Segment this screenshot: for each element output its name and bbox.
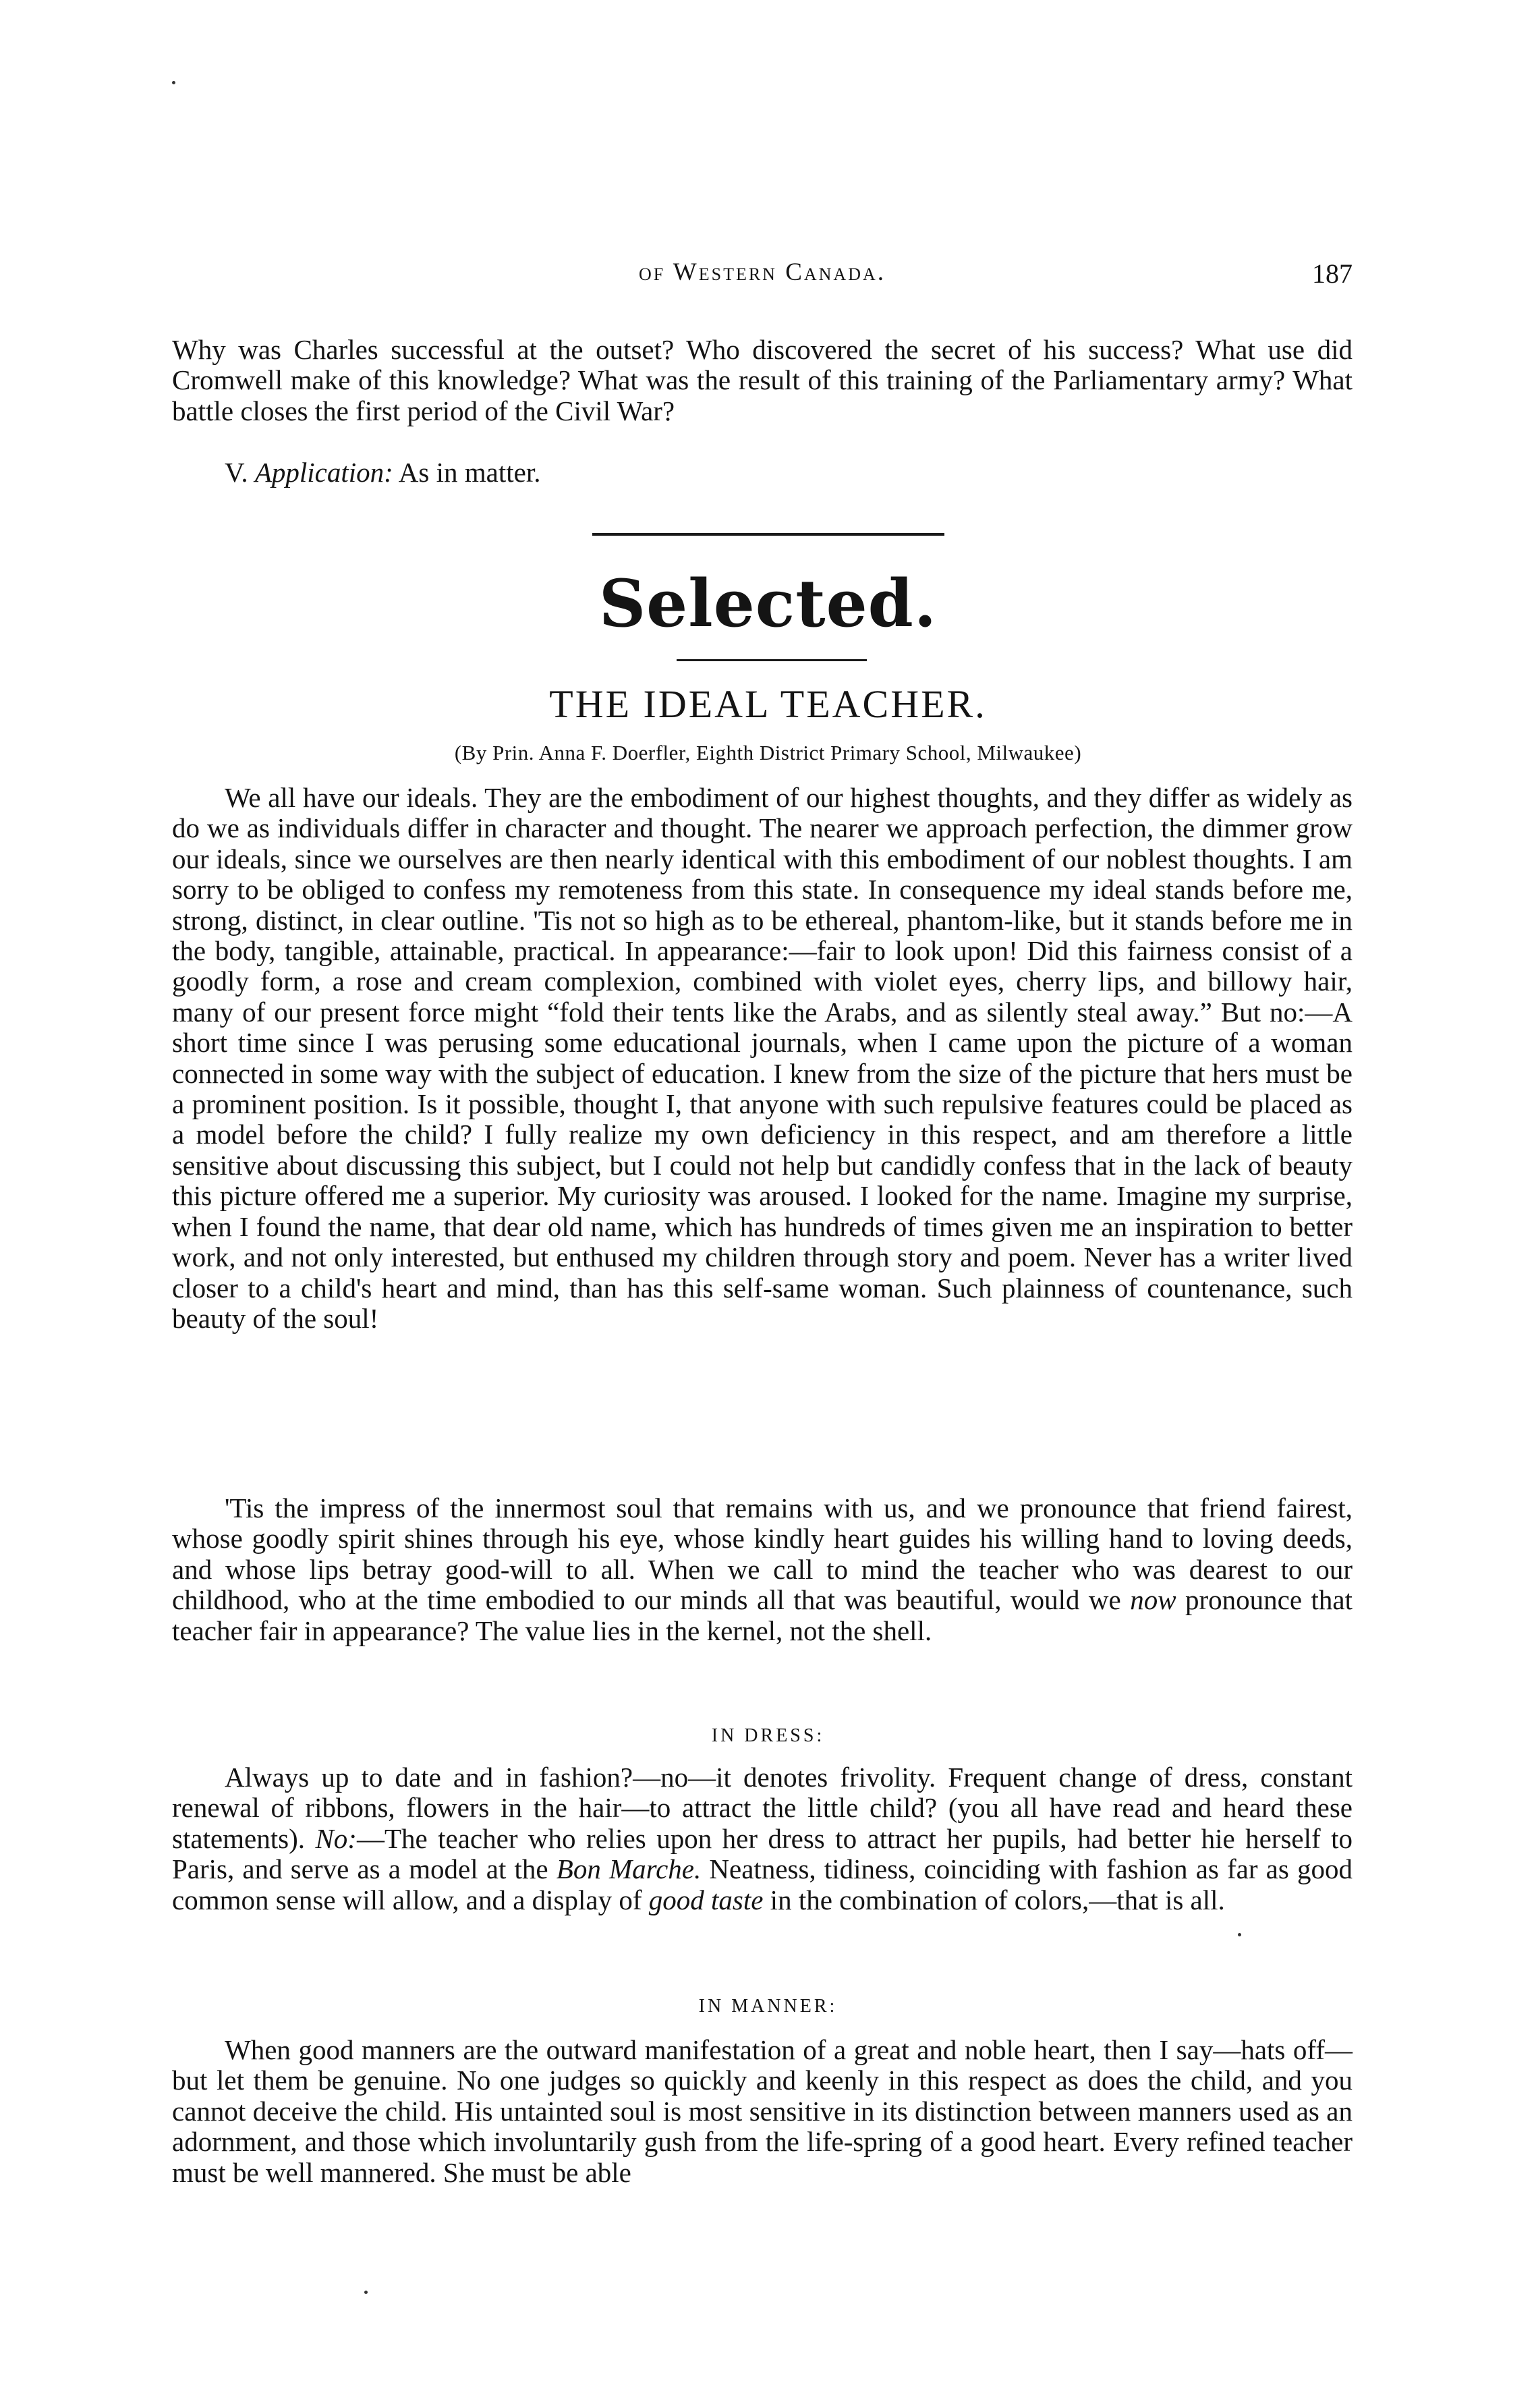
paragraph-2-text-a: 'Tis the impress of the innermost soul that remains with us, and we pronounce that friend fairest, whose goodly spirit shines through his eye, whose kindly heart guides his willing hand to loving deeds, and whose lips betray good-will to all. When we call to mind the teacher who was dearest to our childhood, who at the time embodied to our minds all that was beautiful, would we <box>172 1492 1353 1616</box>
application-numeral: V. <box>225 457 248 488</box>
dress-good-taste: good taste <box>648 1884 764 1915</box>
article-body-2 <box>172 1493 1353 1646</box>
dress-no: No: <box>315 1822 357 1854</box>
article-body-dress <box>172 1762 1353 1915</box>
subhead-in-manner: IN MANNER: <box>698 1996 838 2017</box>
page-header <box>172 258 1353 298</box>
dress-text-a: Always up to date and in fashion?—no—it denotes frivolity. Frequent change of dress, constant renewal of ribbons, flowers in the hair—to attract the little child? (you all have read and heard these statements). <box>172 1762 1353 1854</box>
dress-text-d: in the combination of colors,—that is all. <box>770 1884 1225 1915</box>
application-line <box>225 457 1304 488</box>
paragraph-dress <box>172 1762 1353 1915</box>
paragraph-2-emphasis: now <box>1130 1584 1176 1616</box>
subhead-in-dress: IN DRESS: <box>711 1725 825 1746</box>
article-byline: (By Prin. Anna F. Doerfler, Eighth District Primary School, Milwaukee) <box>454 741 1082 764</box>
dress-text-c: Neatness, tidiness, coinciding with fashion as far as good common sense will allow, and a display of <box>172 1853 1353 1915</box>
review-questions <box>172 335 1353 426</box>
dress-bon-marche: Bon Marche. <box>556 1853 702 1885</box>
section-rule-bottom <box>677 659 867 661</box>
application-text: As in matter. <box>398 457 541 488</box>
article-body-1 <box>172 783 1353 1334</box>
section-title: Selected. <box>598 565 938 642</box>
application-label: Application: <box>254 457 393 488</box>
scan-speck <box>172 81 175 84</box>
page-number: 187 <box>1312 258 1353 289</box>
paragraph-manner: When good manners are the outward manifestation of a great and noble heart, then I say—hats off—but let them be genuine. No one judges so quickly and keenly in this respect as does the child, and you cannot deceive the child. His untainted soul is most sensitive in its distinction between manners used as an adornment, and those which involuntarily gush from the life-spring of a good heart. Every refined teacher must be well mannered. She must be able <box>172 2034 1353 2188</box>
article-title: THE IDEAL TEACHER. <box>549 682 987 726</box>
paragraph-ideals: We all have our ideals. They are the embodiment of our highest thoughts, and they differ as widely as do we as individuals differ in character and thought. The nearer we approach perfection, the dimmer grow our ideals, since we ourselves are then nearly identical with this embodiment of our noblest thoughts. I am sorry to be obliged to confess my remoteness from this state. In consequence my ideal stands before me, strong, distinct, in clear outline. 'Tis not so high as to be ethereal, phantom-like, but it stands before me in the body, tangible, attainable, practical. In appearance:—fair to look upon! Did this fairness consist of a goodly form, a rose and cream complexion, combined with violet eyes, cherry lips, and billowy hair, many of our present force might “fold their tents like the Arabs, and as silently steal away.” But no:—A short time since I was perusing some educational journals, when I came upon the picture of a woman connected in some way with the subject of education. I knew from the size of the picture that hers must be a prominent position. Is it possible, thought I, that anyone with such repulsive features could be placed as a model before the child? I fully realize my own deficiency in this respect, and am therefore a little sensitive about discussing this subject, but I could not help but candidly confess that in the lack of beauty this picture offered me a superior. My curiosity was aroused. I looked for the name. Imagine my surprise, when I found the name, that dear old name, which has hundreds of times given me an inspiration to better work, and not only interested, but enthused my children through story and poem. Never has a writer lived closer to a child's heart and mind, than has this self-same woman. Such plainness of countenance, such beauty of the soul! <box>172 782 1353 1334</box>
scan-speck <box>1238 1933 1241 1936</box>
dress-text-b: —The teacher who relies upon her dress to attract her pupils, had better hie herself to Paris, and serve as a model at the <box>172 1822 1353 1885</box>
scan-speck <box>364 2291 368 2294</box>
article-body-manner <box>172 2035 1353 2188</box>
paragraph-innermost-soul <box>172 1493 1353 1646</box>
questions-paragraph: Why was Charles successful at the outset? Who discovered the secret of his success? What use did Cromwell make of this knowledge? What was the result of this training of the Parliamentary army? What battle closes the first period of the Civil War? <box>172 334 1353 426</box>
paragraph-2-text-b: pronounce that teacher fair in appearance? The value lies in the kernel, not the shell. <box>172 1584 1353 1646</box>
running-head: of Western Canada. <box>638 258 886 286</box>
section-rule-top <box>592 533 944 536</box>
